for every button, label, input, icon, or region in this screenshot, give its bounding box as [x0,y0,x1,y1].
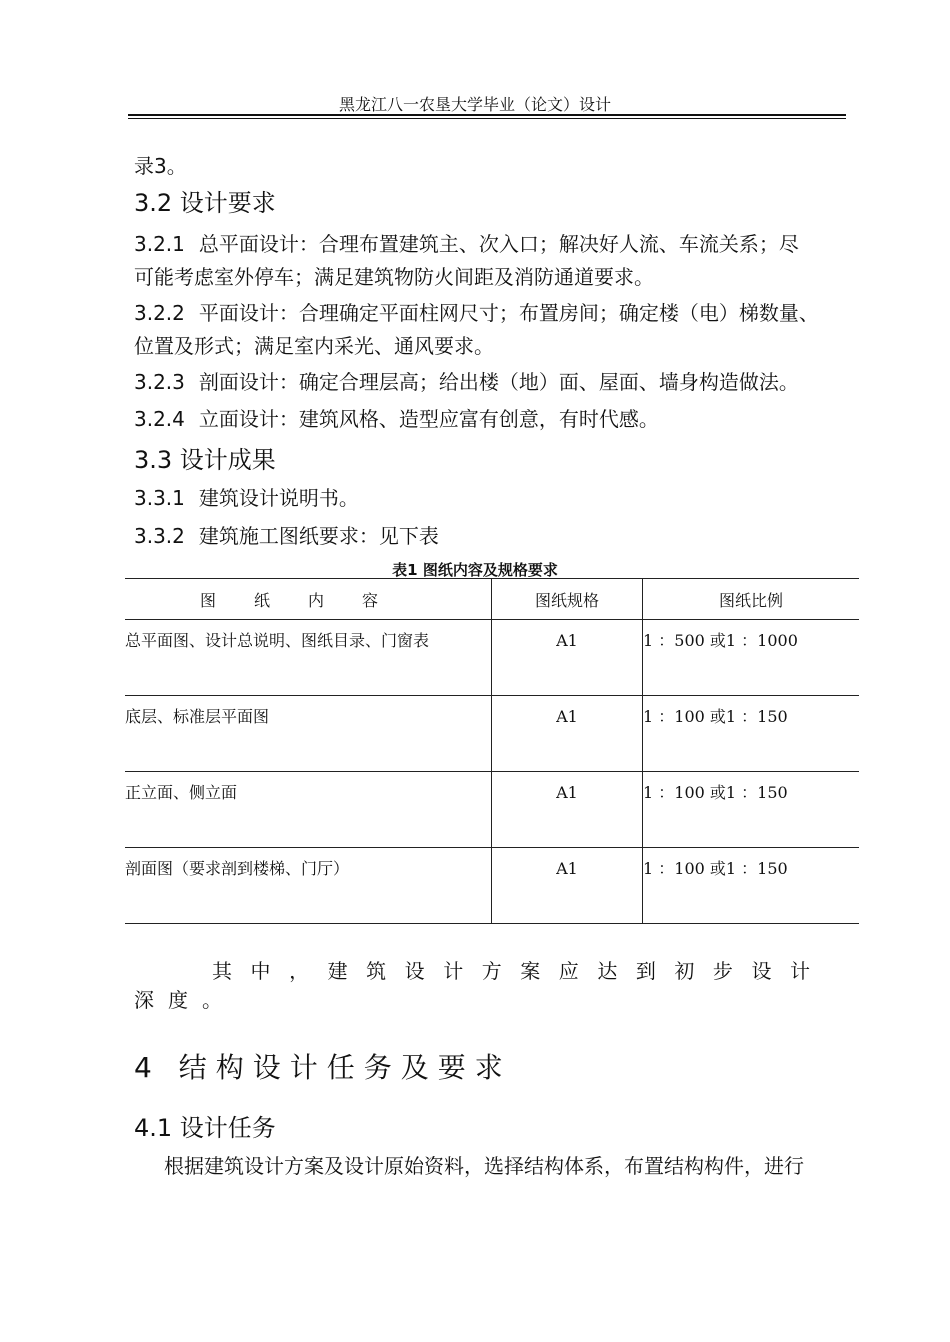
item-number: 3.2.4 [134,407,185,431]
item-3-2-1-line1 [134,228,799,257]
section-heading-3-2: 3.2 设计要求 [134,189,276,217]
item-3-2-2-line1 [134,297,819,326]
after-table-line1: 其 中 ， 建 筑 设 计 方 案 应 达 到 初 步 设 计 [212,959,810,983]
item-number: 3.2.2 [134,301,185,325]
item-text: 剖面设计：确定合理层高；给出楼（地）面、屋面、墙身构造做法。 [198,370,799,394]
item-3-2-3 [134,366,799,395]
paragraph-4-1: 根据建筑设计方案及设计原始资料，选择结构体系，布置结构构件，进行 [164,1154,804,1178]
item-text: 平面设计：合理确定平面柱网尺寸；布置房间；确定楼（电）梯数量、 [198,301,819,325]
table-row [125,696,859,772]
cell-scale: 1 ：100 或1 ：150 [643,848,860,924]
table-row [125,772,859,848]
chapter-heading-4: 4 结构设计任务及要求 [134,1051,512,1084]
item-text: 总平面设计：合理布置建筑主、次入口；解决好人流、车流关系；尽 [198,232,799,256]
cell-size: A1 [492,620,643,696]
table-caption: 表1 图纸内容及规格要求 [392,561,558,579]
column-header-scale: 图纸比例 [643,579,860,620]
item-3-2-2-line2: 位置及形式；满足室内采光、通风要求。 [134,334,494,358]
section-heading-4-1: 4.1 设计任务 [134,1114,276,1142]
page-header: 黑龙江八一农垦大学毕业（论文）设计 [338,95,611,114]
cell-content: 剖面图（要求剖到楼梯、门厅） [125,848,492,924]
item-number: 3.3.2 [134,524,185,548]
item-text: 建筑施工图纸要求：见下表 [198,524,439,548]
cell-scale: 1 ：500 或1 ：1000 [643,620,860,696]
item-3-3-2 [134,520,439,549]
cell-size: A1 [492,696,643,772]
item-3-2-4 [134,403,659,432]
item-text: 立面设计：建筑风格、造型应富有创意，有时代感。 [198,407,659,431]
item-3-3-1 [134,482,359,511]
header-rule-thin [128,118,846,119]
cell-content: 底层、标准层平面图 [125,696,492,772]
cell-scale: 1 ：100 或1 ：150 [643,696,860,772]
header-rule-thick [128,114,846,116]
carry-over-line: 录3。 [134,154,187,178]
item-number: 3.2.1 [134,232,185,256]
cell-size: A1 [492,772,643,848]
drawing-requirements-table [125,578,859,924]
cell-scale: 1 ：100 或1 ：150 [643,772,860,848]
column-header-content: 图纸内容 [125,579,492,620]
table-row [125,620,859,696]
section-heading-3-3: 3.3 设计成果 [134,446,276,474]
table-row [125,848,859,924]
item-3-2-1-line2: 可能考虑室外停车；满足建筑物防火间距及消防通道要求。 [134,265,654,289]
item-number: 3.3.1 [134,486,185,510]
after-table-line2: 深度。 [134,988,236,1012]
item-text: 建筑设计说明书。 [198,486,359,510]
column-header-size: 图纸规格 [492,579,643,620]
cell-content: 总平面图、设计总说明、图纸目录、门窗表 [125,620,492,696]
cell-size: A1 [492,848,643,924]
item-number: 3.2.3 [134,370,185,394]
cell-content: 正立面、侧立面 [125,772,492,848]
table-header-row [125,579,859,620]
